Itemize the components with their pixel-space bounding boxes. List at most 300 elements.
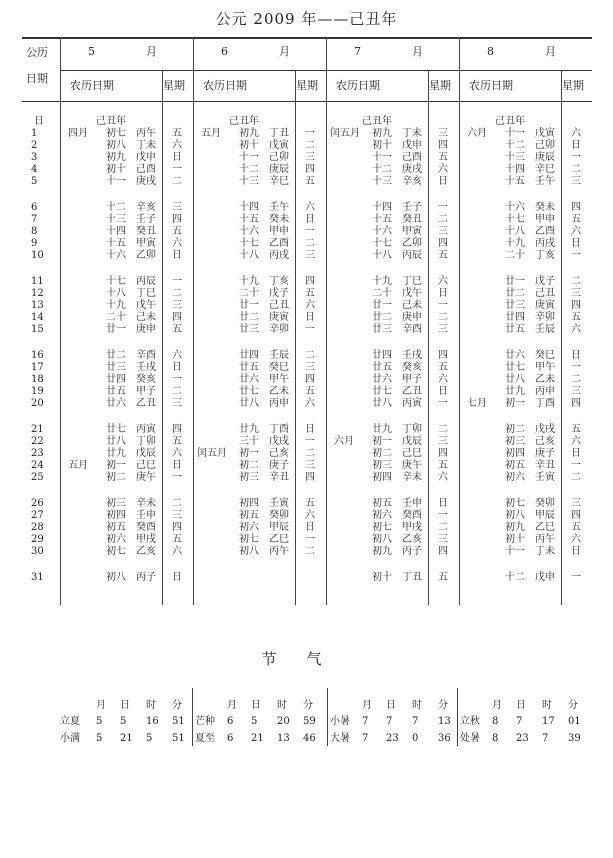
ganzhi: 丙午 [269, 546, 289, 557]
ganzhi: 癸亥 [136, 374, 156, 385]
column-line [428, 70, 429, 605]
weekday: 六 [172, 140, 182, 151]
jieqi-header: 分 [303, 700, 313, 711]
weekday: 六 [172, 350, 182, 361]
gregorian-day: 20 [31, 398, 44, 409]
jieqi-value: 6 [227, 733, 234, 744]
lunar-day: 廿一 [106, 324, 126, 335]
ganzhi: 庚申 [402, 312, 422, 323]
lunar-day: 初二 [505, 424, 525, 435]
lunar-day: 十七 [505, 214, 525, 225]
lunar-day: 十六 [372, 226, 392, 237]
ganzhi: 辛亥 [402, 176, 422, 187]
year-label: 己丑年 [96, 116, 126, 127]
ganzhi: 壬子 [136, 214, 156, 225]
weekday: 日 [305, 214, 315, 225]
ganzhi: 庚戌 [402, 164, 422, 175]
weekday: 三 [571, 288, 581, 299]
lunar-day: 十二 [505, 140, 525, 151]
weekday: 六 [172, 238, 182, 249]
lunar-day: 廿九 [372, 424, 392, 435]
lunar-day: 初一 [239, 448, 259, 459]
lunar-day: 廿一 [505, 276, 525, 287]
weekday: 五 [305, 498, 315, 509]
weekday: 一 [305, 128, 315, 139]
ganzhi: 庚寅 [269, 312, 289, 323]
lunar-day: 廿八 [106, 436, 126, 447]
lunar-day: 十三 [239, 176, 259, 187]
jieqi-value: 39 [568, 733, 581, 744]
weekday: 一 [305, 534, 315, 545]
lunar-day: 初四 [372, 472, 392, 483]
lunar-day: 十二 [372, 164, 392, 175]
ganzhi: 甲戌 [136, 534, 156, 545]
column-line [459, 37, 460, 605]
weekday: 二 [305, 448, 315, 459]
year-label: 己丑年 [362, 116, 392, 127]
month-suffix: 月 [412, 45, 423, 58]
gregorian-day: 17 [31, 362, 44, 373]
ganzhi: 己丑 [535, 288, 555, 299]
weekday: 四 [172, 424, 182, 435]
jieqi-value: 59 [303, 716, 316, 727]
lunar-day: 初八 [239, 546, 259, 557]
jieqi-header: 分 [172, 700, 182, 711]
jieqi-value: 21 [120, 733, 133, 744]
lunar-month: 六月 [467, 128, 487, 139]
ganzhi: 丁酉 [535, 398, 555, 409]
ganzhi: 乙卯 [402, 238, 422, 249]
lunar-month: 五月 [68, 460, 88, 471]
jieqi-value: 0 [412, 733, 419, 744]
lunar-day: 廿三 [505, 300, 525, 311]
ganzhi: 辛酉 [136, 350, 156, 361]
jieqi-name: 芒种 [195, 716, 215, 727]
jieqi-value: 21 [251, 733, 264, 744]
ganzhi: 壬午 [269, 202, 289, 213]
lunar-day: 十七 [372, 238, 392, 249]
lunar-day: 廿六 [106, 398, 126, 409]
gregorian-day: 5 [31, 176, 38, 187]
ganzhi: 丁卯 [402, 424, 422, 435]
lunar-day: 十一 [239, 152, 259, 163]
weekday: 四 [438, 350, 448, 361]
jieqi-value: 7 [542, 733, 549, 744]
jieqi-value: 7 [412, 716, 419, 727]
weekday: 四 [571, 510, 581, 521]
weekday: 日 [438, 386, 448, 397]
column-line [193, 37, 194, 605]
lunar-month: 闰五月 [197, 448, 227, 459]
ganzhi: 庚寅 [535, 300, 555, 311]
ganzhi: 戊申 [136, 152, 156, 163]
lunar-day: 初六 [372, 510, 392, 521]
weekday: 日 [305, 522, 315, 533]
jieqi-name: 大暑 [330, 733, 350, 744]
weekday: 二 [305, 350, 315, 361]
jieqi-header: 日 [516, 700, 526, 711]
lunar-day: 初八 [505, 510, 525, 521]
weekday: 日 [172, 250, 182, 261]
lunar-day: 廿五 [106, 386, 126, 397]
lunar-day: 初十 [106, 164, 126, 175]
jieqi-name: 处暑 [460, 733, 480, 744]
jieqi-name: 立夏 [60, 716, 80, 727]
lunar-day: 二十 [505, 250, 525, 261]
lunar-day: 初八 [106, 572, 126, 583]
weekday: 五 [438, 250, 448, 261]
ganzhi: 己未 [402, 300, 422, 311]
weekday: 二 [305, 140, 315, 151]
ganzhi: 甲寅 [402, 226, 422, 237]
lunar-day: 廿七 [239, 386, 259, 397]
weekday: 三 [305, 460, 315, 471]
ganzhi: 甲子 [402, 374, 422, 385]
lunar-day: 初六 [505, 472, 525, 483]
page-title: 公元 2009 年——己丑年 [215, 10, 398, 28]
weekday: 一 [571, 362, 581, 373]
month-suffix: 月 [146, 45, 157, 58]
lunar-day: 初二 [106, 472, 126, 483]
jieqi-value: 8 [492, 716, 499, 727]
lunar-day: 十八 [239, 250, 259, 261]
weekday: 四 [172, 214, 182, 225]
weekday: 四 [172, 522, 182, 533]
gregorian-day: 22 [31, 436, 44, 447]
jieqi-header: 分 [568, 700, 578, 711]
lunar-day: 初八 [372, 534, 392, 545]
gongli-label: 公历 [26, 46, 48, 59]
ganzhi: 丙申 [535, 386, 555, 397]
lunar-day: 十一 [505, 546, 525, 557]
ganzhi: 壬辰 [269, 350, 289, 361]
jieqi-value: 5 [146, 733, 153, 744]
weekday: 四 [571, 202, 581, 213]
jieqi-header: 时 [146, 700, 156, 711]
weekday: 三 [438, 324, 448, 335]
ganzhi: 丁丑 [402, 572, 422, 583]
lunar-day: 十一 [106, 176, 126, 187]
weekday: 五 [172, 226, 182, 237]
lunar-day: 初七 [505, 498, 525, 509]
ri-label: 日 [34, 116, 44, 127]
weekday: 日 [571, 140, 581, 151]
weekday: 二 [571, 472, 581, 483]
lunar-day: 初一 [372, 436, 392, 447]
ganzhi: 辛丑 [535, 460, 555, 471]
weekday: 五 [172, 128, 182, 139]
ganzhi: 乙未 [535, 374, 555, 385]
weekday: 三 [571, 386, 581, 397]
jieqi-value: 6 [227, 716, 234, 727]
weekday: 三 [438, 534, 448, 545]
ganzhi: 丁丑 [269, 128, 289, 139]
lunar-day: 初九 [239, 128, 259, 139]
ganzhi: 乙未 [269, 386, 289, 397]
column-line [192, 688, 193, 746]
lunar-day: 十八 [505, 226, 525, 237]
lunar-month: 七月 [467, 398, 487, 409]
weekday: 一 [438, 202, 448, 213]
ganzhi: 甲申 [269, 226, 289, 237]
jieqi-value: 01 [568, 716, 581, 727]
gregorian-day: 27 [31, 510, 44, 521]
jieqi-header: 月 [362, 700, 372, 711]
lunar-day: 二十 [372, 288, 392, 299]
lunar-day: 十五 [505, 176, 525, 187]
lunar-day: 廿四 [372, 350, 392, 361]
ganzhi: 己亥 [269, 448, 289, 459]
weekday: 五 [172, 436, 182, 447]
ganzhi: 辛巳 [269, 176, 289, 187]
gregorian-day: 28 [31, 522, 44, 533]
ganzhi: 乙亥 [136, 546, 156, 557]
jieqi-header: 月 [227, 700, 237, 711]
lunar-day: 初九 [106, 152, 126, 163]
jieqi-value: 23 [516, 733, 529, 744]
lunar-day: 初一 [106, 460, 126, 471]
weekday: 五 [438, 362, 448, 373]
weekday: 三 [571, 176, 581, 187]
weekday: 五 [305, 176, 315, 187]
lunar-day: 十三 [372, 176, 392, 187]
ganzhi: 甲寅 [136, 238, 156, 249]
jieqi-value: 51 [172, 716, 185, 727]
weekday: 日 [571, 238, 581, 249]
ganzhi: 戊戌 [535, 424, 555, 435]
lunar-day: 十九 [372, 276, 392, 287]
weekday: 一 [172, 276, 182, 287]
lunar-day: 廿七 [106, 424, 126, 435]
ganzhi: 己亥 [535, 436, 555, 447]
lunar-day: 廿四 [239, 350, 259, 361]
gregorian-day: 1 [31, 128, 38, 139]
lunar-day: 十六 [239, 226, 259, 237]
lunar-day: 十三 [106, 214, 126, 225]
weekday: 六 [571, 324, 581, 335]
ganzhi: 甲戌 [402, 522, 422, 533]
gregorian-day: 3 [31, 152, 38, 163]
ganzhi: 丁亥 [269, 276, 289, 287]
lunar-month: 六月 [334, 436, 354, 447]
lunar-day: 廿二 [505, 288, 525, 299]
month-number: 8 [487, 45, 494, 58]
ganzhi: 丁酉 [269, 424, 289, 435]
lunar-day: 廿六 [372, 374, 392, 385]
lunar-day: 十五 [372, 214, 392, 225]
lunar-day: 廿三 [372, 324, 392, 335]
jieqi-header: 时 [412, 700, 422, 711]
ganzhi: 辛未 [136, 498, 156, 509]
gregorian-day: 2 [31, 140, 38, 151]
month-suffix: 月 [279, 45, 290, 58]
ganzhi: 戊午 [402, 288, 422, 299]
weekday: 二 [305, 238, 315, 249]
lunar-day: 十四 [239, 202, 259, 213]
weekday: 四 [438, 448, 448, 459]
weekday: 六 [305, 510, 315, 521]
lunar-day: 十五 [239, 214, 259, 225]
weekday: 三 [305, 152, 315, 163]
jieqi-value: 8 [492, 733, 499, 744]
ganzhi: 辛卯 [535, 312, 555, 323]
gregorian-day: 9 [31, 238, 38, 249]
weekday: 四 [438, 546, 448, 557]
jieqi-value: 5 [251, 716, 258, 727]
jieqi-title: 节气 [261, 650, 352, 668]
month-number: 5 [88, 45, 95, 58]
weekday: 六 [305, 300, 315, 311]
weekday: 六 [571, 534, 581, 545]
weekday: 三 [172, 398, 182, 409]
weekday: 一 [172, 164, 182, 175]
lunar-day: 廿七 [372, 386, 392, 397]
lunar-day: 廿四 [505, 312, 525, 323]
ganzhi: 戊午 [136, 300, 156, 311]
weekday: 六 [172, 546, 182, 557]
ganzhi: 丙辰 [136, 276, 156, 287]
column-line [561, 70, 562, 605]
weekday-header: 星期 [296, 79, 318, 92]
ganzhi: 壬寅 [269, 498, 289, 509]
jieqi-value: 5 [120, 716, 127, 727]
lunar-day: 廿二 [372, 312, 392, 323]
lunar-day: 十二 [106, 202, 126, 213]
weekday: 六 [438, 472, 448, 483]
lunar-day: 十六 [505, 202, 525, 213]
weekday: 二 [438, 424, 448, 435]
weekday: 一 [438, 510, 448, 521]
lunar-day: 二十 [106, 312, 126, 323]
ganzhi: 丙戌 [269, 250, 289, 261]
lunar-day: 初三 [505, 436, 525, 447]
jieqi-header: 时 [277, 700, 287, 711]
weekday: 日 [438, 498, 448, 509]
lunar-month: 闰五月 [330, 128, 360, 139]
weekday: 四 [438, 140, 448, 151]
weekday: 三 [172, 202, 182, 213]
lunar-day: 廿九 [106, 448, 126, 459]
lunar-day: 初十 [372, 572, 392, 583]
lunar-day: 廿五 [505, 324, 525, 335]
ganzhi: 癸亥 [402, 362, 422, 373]
ganzhi: 戊戌 [269, 436, 289, 447]
lunar-day: 十八 [106, 288, 126, 299]
gregorian-day: 26 [31, 498, 44, 509]
weekday: 六 [172, 448, 182, 459]
ganzhi: 己酉 [136, 164, 156, 175]
ganzhi: 丙寅 [136, 424, 156, 435]
ganzhi: 戊申 [535, 572, 555, 583]
weekday: 一 [571, 250, 581, 261]
ganzhi: 己卯 [269, 152, 289, 163]
ganzhi: 甲午 [269, 374, 289, 385]
ganzhi: 乙卯 [136, 250, 156, 261]
lunar-day: 十五 [106, 238, 126, 249]
month-suffix: 月 [545, 45, 556, 58]
ganzhi: 壬申 [136, 510, 156, 521]
lunar-date-header: 农历日期 [336, 79, 380, 92]
weekday: 二 [438, 312, 448, 323]
weekday: 二 [172, 288, 182, 299]
weekday: 六 [305, 398, 315, 409]
weekday: 六 [571, 226, 581, 237]
column-line [457, 688, 458, 746]
weekday: 一 [571, 152, 581, 163]
lunar-day: 廿八 [239, 398, 259, 409]
jieqi-value: 20 [277, 716, 290, 727]
gregorian-day: 15 [31, 324, 44, 335]
lunar-day: 初三 [372, 460, 392, 471]
lunar-day: 初九 [372, 128, 392, 139]
weekday: 五 [172, 324, 182, 335]
weekday: 六 [571, 436, 581, 447]
jieqi-value: 13 [277, 733, 290, 744]
column-line [60, 37, 61, 605]
lunar-day: 三十 [239, 436, 259, 447]
column-line [327, 688, 328, 746]
jieqi-value: 46 [303, 733, 316, 744]
ganzhi: 庚午 [402, 460, 422, 471]
weekday: 四 [305, 374, 315, 385]
weekday: 二 [571, 374, 581, 385]
gregorian-day: 29 [31, 534, 44, 545]
gregorian-day: 10 [31, 250, 44, 261]
weekday-header: 星期 [163, 79, 185, 92]
lunar-day: 初十 [505, 534, 525, 545]
ganzhi: 丙戌 [535, 238, 555, 249]
lunar-day: 初八 [106, 140, 126, 151]
weekday: 一 [305, 436, 315, 447]
weekday-header: 星期 [562, 79, 584, 92]
gregorian-day: 13 [31, 300, 44, 311]
lunar-day: 十一 [505, 128, 525, 139]
lunar-day: 廿八 [372, 398, 392, 409]
lunar-day: 廿三 [239, 324, 259, 335]
ganzhi: 戊子 [535, 276, 555, 287]
lunar-day: 初六 [106, 534, 126, 545]
ganzhi: 丙子 [136, 572, 156, 583]
weekday: 四 [571, 300, 581, 311]
gregorian-day: 14 [31, 312, 44, 323]
lunar-date-header: 农历日期 [70, 79, 114, 92]
gregorian-day: 8 [31, 226, 38, 237]
lunar-day: 十一 [372, 152, 392, 163]
year-label: 己丑年 [495, 116, 525, 127]
lunar-day: 廿九 [505, 386, 525, 397]
lunar-day: 初四 [106, 510, 126, 521]
lunar-day: 十二 [239, 164, 259, 175]
ganzhi: 辛巳 [535, 164, 555, 175]
weekday: 六 [438, 276, 448, 287]
weekday: 六 [571, 128, 581, 139]
jieqi-value: 36 [438, 733, 451, 744]
lunar-day: 廿五 [372, 362, 392, 373]
ganzhi: 庚戌 [136, 176, 156, 187]
ganzhi: 甲子 [136, 386, 156, 397]
weekday: 五 [438, 152, 448, 163]
lunar-day: 初四 [239, 498, 259, 509]
weekday: 日 [571, 546, 581, 557]
ganzhi: 乙亥 [402, 534, 422, 545]
ganzhi: 辛亥 [136, 202, 156, 213]
jieqi-value: 13 [438, 716, 451, 727]
ganzhi: 戊申 [402, 140, 422, 151]
weekday: 四 [438, 238, 448, 249]
riqi-label: 日期 [26, 72, 48, 85]
lunar-day: 初十 [372, 140, 392, 151]
ganzhi: 己酉 [402, 152, 422, 163]
